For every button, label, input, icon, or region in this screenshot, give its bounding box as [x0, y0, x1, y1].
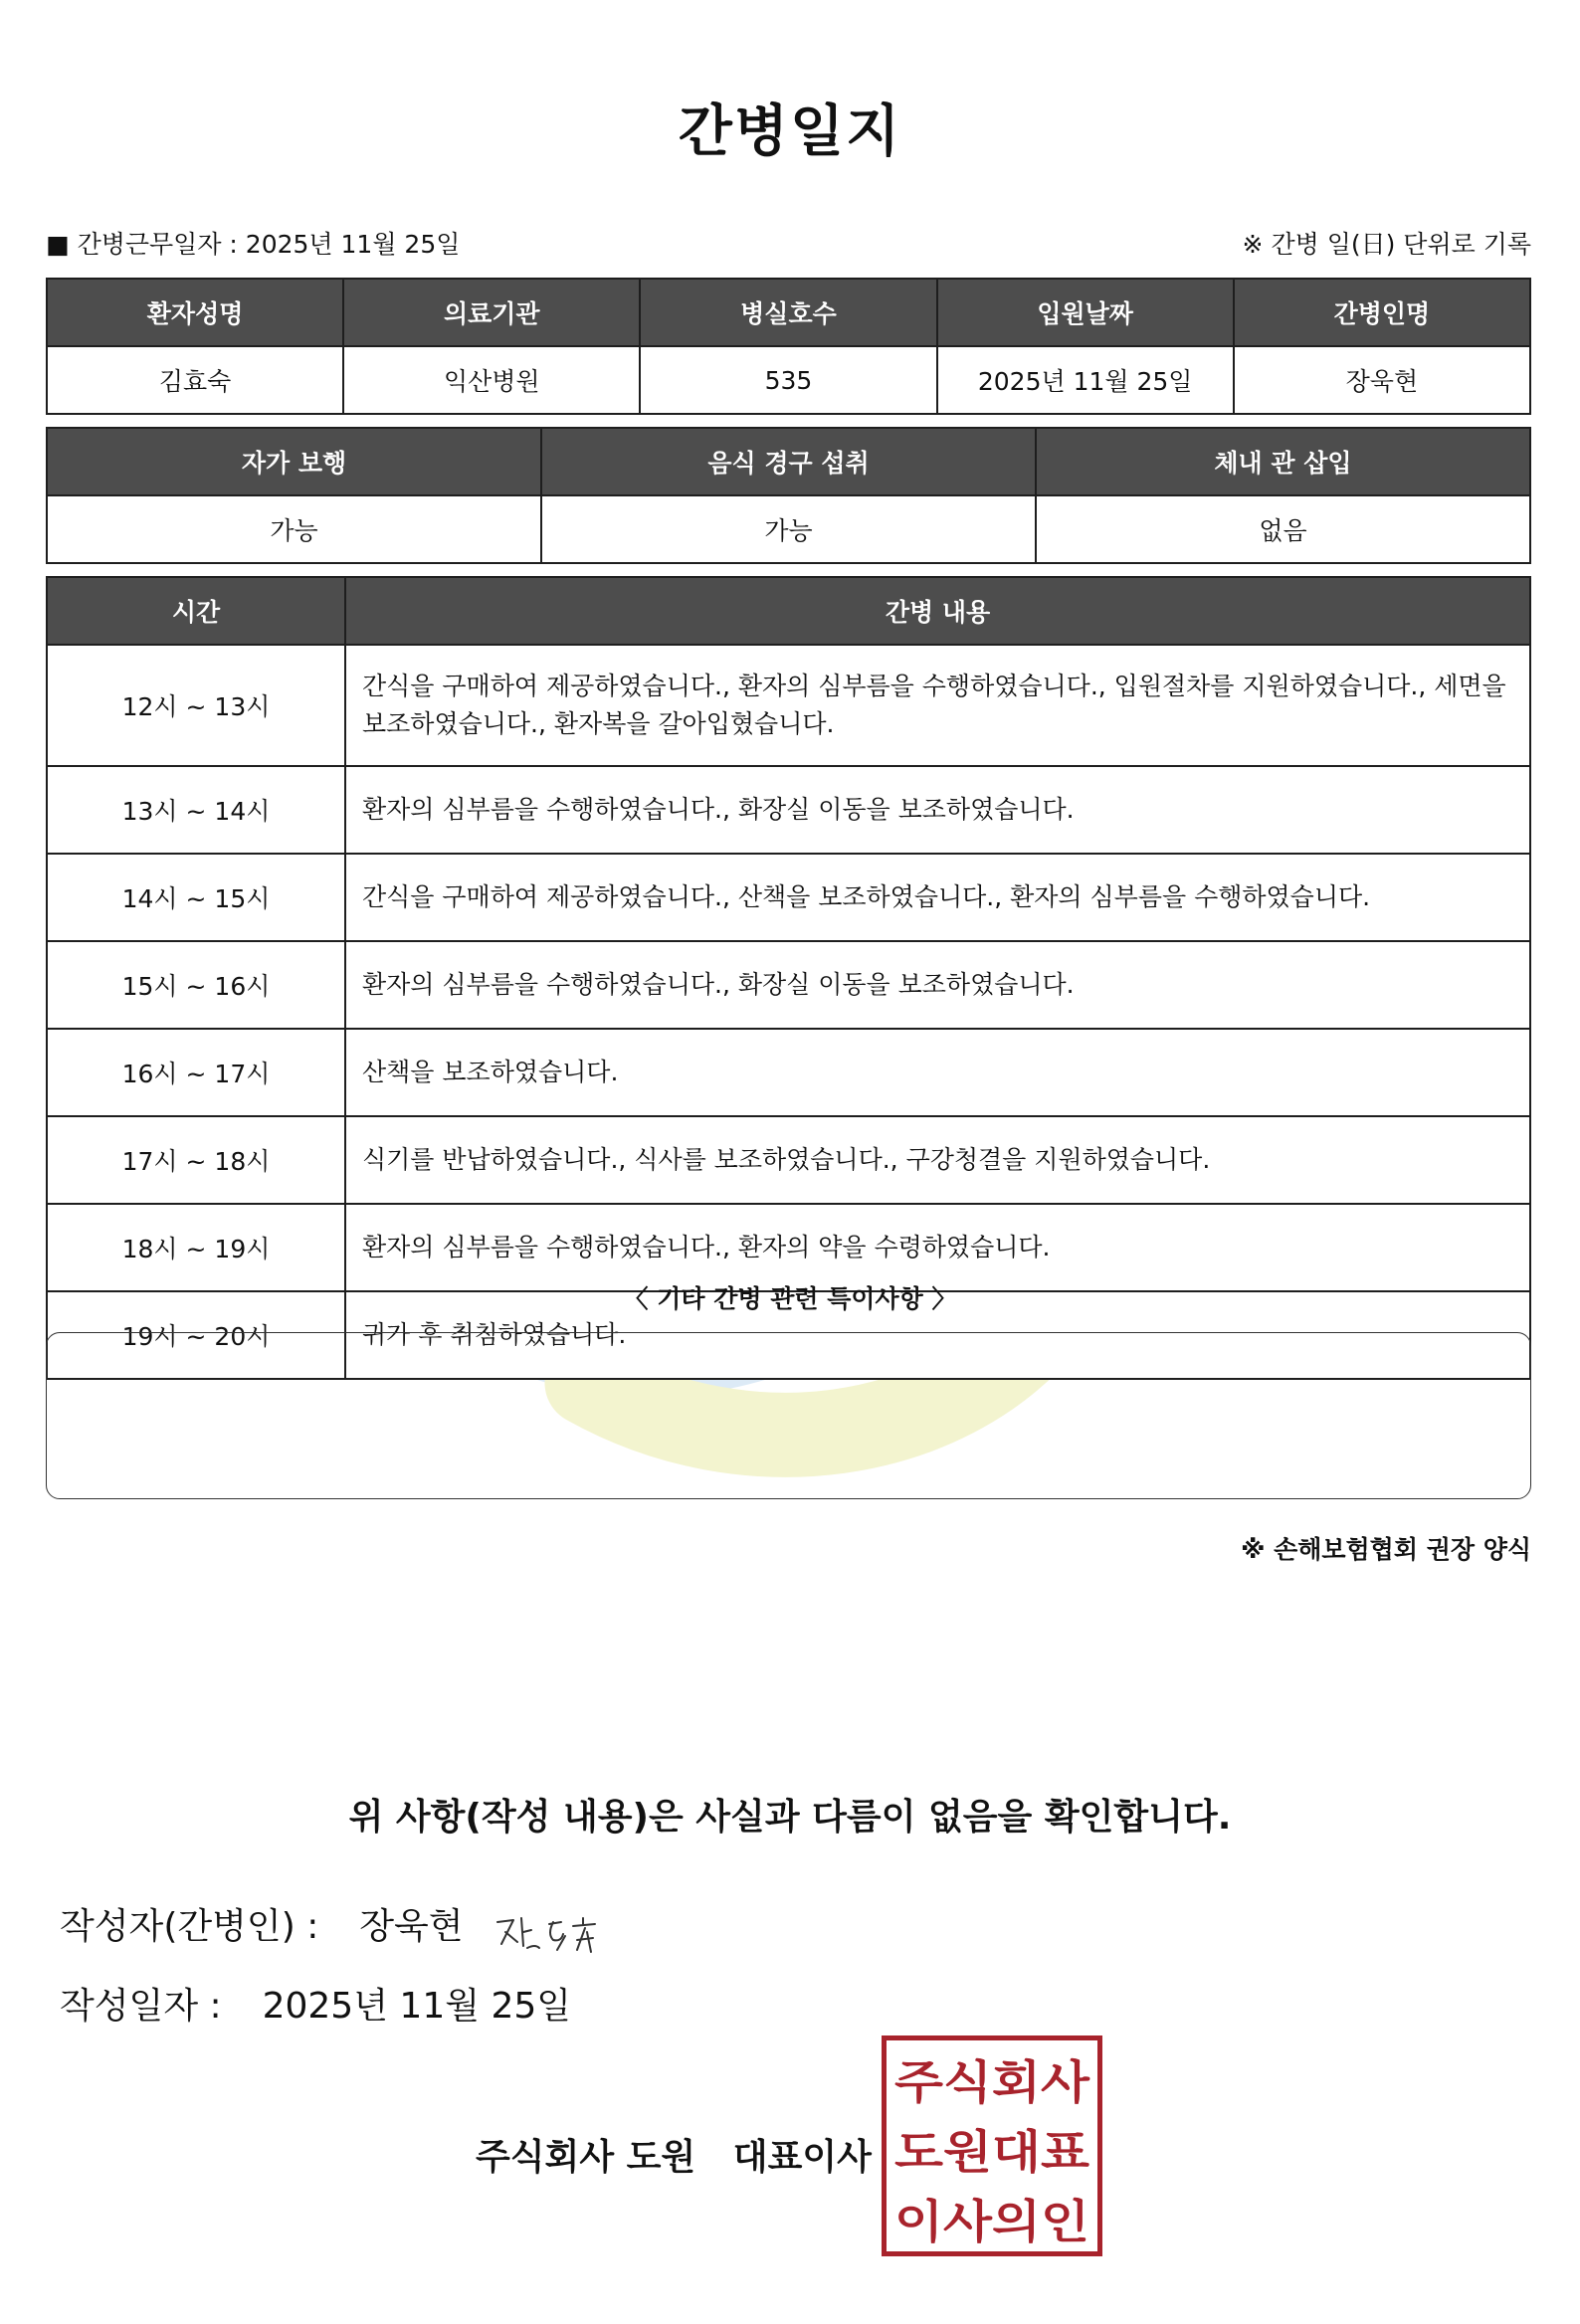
- header-caregiver: 간병인명: [1234, 279, 1530, 346]
- header-care-content: 간병 내용: [345, 577, 1530, 645]
- time-cell: 17시 ~ 18시: [47, 1116, 345, 1204]
- header-hospital: 의료기관: [343, 279, 640, 346]
- other-notes-box: [46, 1332, 1531, 1499]
- table-row: [47, 854, 1530, 941]
- hospital: 익산병원: [343, 346, 640, 414]
- time-cell: 19시 ~ 20시: [47, 1291, 345, 1379]
- header-tube: 체내 관 삽입: [1036, 428, 1530, 495]
- writer-line: [60, 1898, 464, 1949]
- written-date-label: 작성일자 :: [60, 1986, 222, 2027]
- handwritten-signature: [492, 1900, 651, 1960]
- content-cell: 산책을 보조하였습니다.: [345, 1029, 1530, 1116]
- company-seal-stamp: [882, 2035, 1102, 2256]
- seal-line-2: 도원대표: [894, 2125, 1090, 2179]
- document-title: 간병일지: [678, 99, 902, 164]
- table-row: [47, 1204, 1530, 1291]
- seal-line-1: 주식회사: [894, 2055, 1090, 2109]
- patient-info-table: [46, 278, 1531, 415]
- time-cell: 14시 ~ 15시: [47, 854, 345, 941]
- table-row: [47, 1029, 1530, 1116]
- time-cell: 12시 ~ 13시: [47, 645, 345, 766]
- header-patient-name: 환자성명: [47, 279, 343, 346]
- content-cell: 환자의 심부름을 수행하였습니다., 화장실 이동을 보조하였습니다.: [345, 941, 1530, 1029]
- patient-status-table: [46, 427, 1531, 564]
- content-cell: 귀가 후 취침하였습니다.: [345, 1291, 1530, 1379]
- table-row: [47, 766, 1530, 854]
- content-cell: 간식을 구매하여 제공하였습니다., 산책을 보조하였습니다., 환자의 심부름을 수행하였습니다.: [345, 854, 1530, 941]
- record-note: ※ 간병 일(日) 단위로 기록: [1242, 230, 1531, 259]
- content-cell: 간식을 구매하여 제공하였습니다., 환자의 심부름을 수행하였습니다., 입원절차를 지원하였습니다., 세면을 보조하였습니다., 환자복을 갈아입혔습니다.: [345, 645, 1530, 766]
- recommendation-note: ※ 손해보험협회 권장 양식: [1241, 1535, 1531, 1564]
- table-row: [47, 941, 1530, 1029]
- header-room: 병실호수: [640, 279, 936, 346]
- confirmation-statement: 위 사항(작성 내용)은 사실과 다름이 없음을 확인합니다.: [348, 1797, 1232, 1838]
- content-cell: 환자의 심부름을 수행하였습니다., 환자의 약을 수령하였습니다.: [345, 1204, 1530, 1291]
- walking-status: 가능: [47, 495, 541, 563]
- work-date: ■ 간병근무일자 : 2025년 11월 25일: [46, 230, 461, 259]
- writer-label: 작성자(간병인) :: [60, 1906, 319, 1947]
- table-row: [47, 1116, 1530, 1204]
- admission-date: 2025년 11월 25일: [937, 346, 1234, 414]
- care-log-table: [46, 576, 1531, 1380]
- company-representative: 주식회사 도원 대표이사: [476, 2137, 872, 2178]
- time-cell: 13시 ~ 14시: [47, 766, 345, 854]
- seal-line-3: 이사의인: [894, 2195, 1089, 2248]
- time-cell: 16시 ~ 17시: [47, 1029, 345, 1116]
- header-time: 시간: [47, 577, 345, 645]
- tube-status: 없음: [1036, 495, 1530, 563]
- header-walking: 자가 보행: [47, 428, 541, 495]
- written-date-value: 2025년 11월 25일: [262, 1986, 572, 2027]
- time-cell: 18시 ~ 19시: [47, 1204, 345, 1291]
- room-number: 535: [640, 346, 936, 414]
- patient-name: 김효숙: [47, 346, 343, 414]
- written-date-line: [60, 1978, 571, 2029]
- oral-intake-status: 가능: [541, 495, 1036, 563]
- table-row: [47, 645, 1530, 766]
- header-oral-intake: 음식 경구 섭취: [541, 428, 1036, 495]
- time-cell: 15시 ~ 16시: [47, 941, 345, 1029]
- writer-name: 장욱현: [359, 1906, 464, 1947]
- header-admission-date: 입원날짜: [937, 279, 1234, 346]
- content-cell: 식기를 반납하였습니다., 식사를 보조하였습니다., 구강청결을 지원하였습니다.: [345, 1116, 1530, 1204]
- content-cell: 환자의 심부름을 수행하였습니다., 화장실 이동을 보조하였습니다.: [345, 766, 1530, 854]
- other-notes-label: 〈 기타 간병 관련 특이사항 〉: [623, 1284, 957, 1313]
- caregiver-name: 장욱현: [1234, 346, 1530, 414]
